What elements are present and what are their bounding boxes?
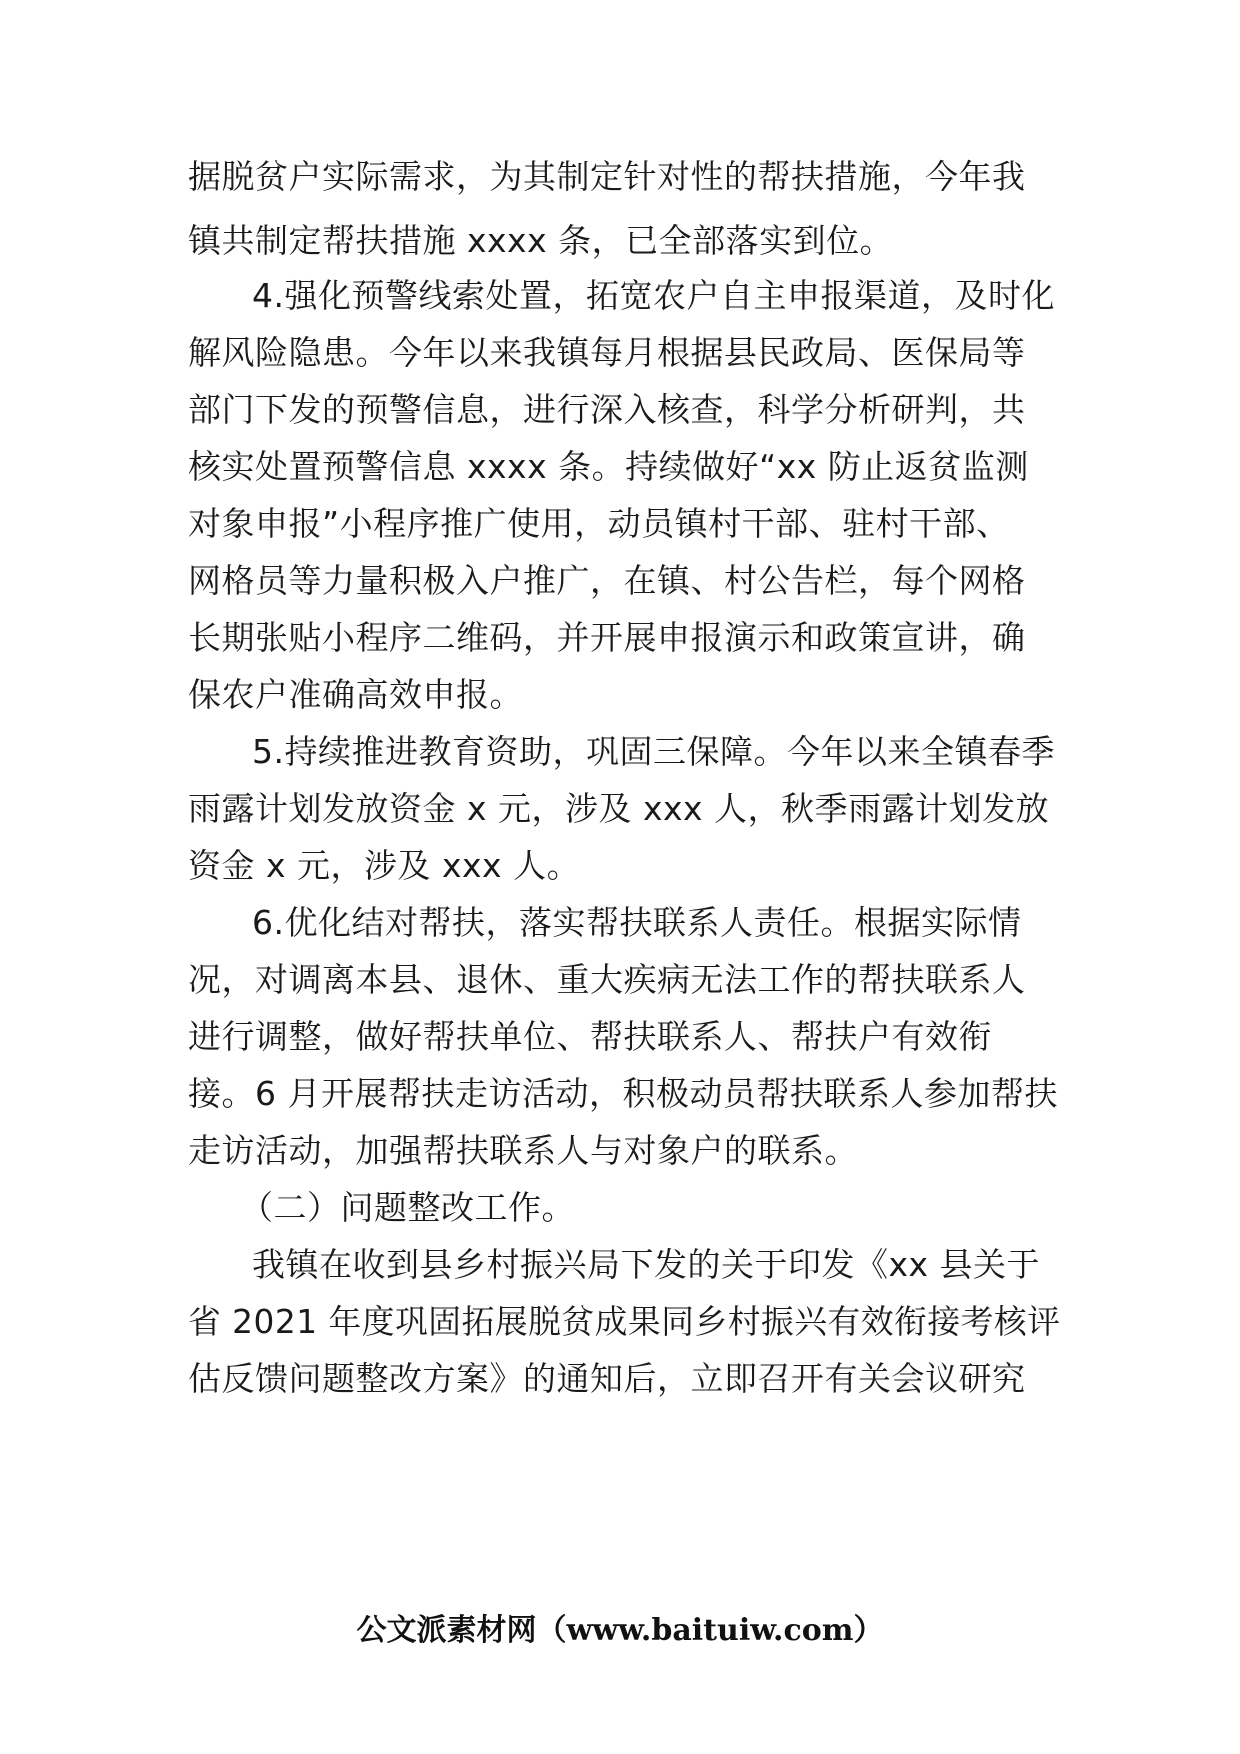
paragraph-start: 我镇在收到县乡村振兴局下发的关于印发《xx 县关于 (252, 1245, 1041, 1284)
text-line: 进行调整，做好帮扶单位、帮扶联系人、帮扶户有效衔 (188, 1017, 992, 1056)
section-heading: （二）问题整改工作。 (240, 1188, 575, 1227)
text-line: 估反馈问题整改方案》的通知后，立即召开有关会议研究 (188, 1359, 1026, 1398)
footer-watermark: 公文派素材网（www.baituiw.com） (356, 1613, 884, 1648)
text-line: 走访活动，加强帮扶联系人与对象户的联系。 (188, 1131, 858, 1170)
text-line: 省 2021 年度巩固拓展脱贫成果同乡村振兴有效衔接考核评 (188, 1302, 1061, 1341)
text-line: 镇共制定帮扶措施 xxxx 条，已全部落实到位。 (188, 221, 894, 260)
text-line: 解风险隐患。今年以来我镇每月根据县民政局、医保局等 (188, 333, 1026, 372)
text-line: 对象申报”小程序推广使用，动员镇村干部、驻村干部、 (188, 504, 1010, 543)
text-line: 核实处置预警信息 xxxx 条。持续做好“xx 防止返贫监测 (188, 447, 1029, 486)
text-line: 保农户准确高效申报。 (188, 675, 523, 714)
paragraph-5-start: 5.持续推进教育资助，巩固三保障。今年以来全镇春季 (252, 732, 1055, 771)
text-line: 况，对调离本县、退休、重大疾病无法工作的帮扶联系人 (188, 960, 1026, 999)
paragraph-4-start: 4.强化预警线索处置，拓宽农户自主申报渠道，及时化 (252, 276, 1055, 315)
text-line: 资金 x 元，涉及 xxx 人。 (188, 846, 581, 885)
text-line: 接。6 月开展帮扶走访活动，积极动员帮扶联系人参加帮扶 (188, 1074, 1058, 1113)
text-line: 据脱贫户实际需求，为其制定针对性的帮扶措施，今年我 (188, 157, 1026, 196)
text-line: 雨露计划发放资金 x 元，涉及 xxx 人，秋季雨露计划发放 (188, 789, 1050, 828)
text-line: 网格员等力量积极入户推广，在镇、村公告栏，每个网格 (188, 561, 1026, 600)
paragraph-6-start: 6.优化结对帮扶，落实帮扶联系人责任。根据实际情 (252, 903, 1022, 942)
text-line: 部门下发的预警信息，进行深入核查，科学分析研判，共 (188, 390, 1026, 429)
text-line: 长期张贴小程序二维码，并开展申报演示和政策宣讲，确 (188, 618, 1026, 657)
